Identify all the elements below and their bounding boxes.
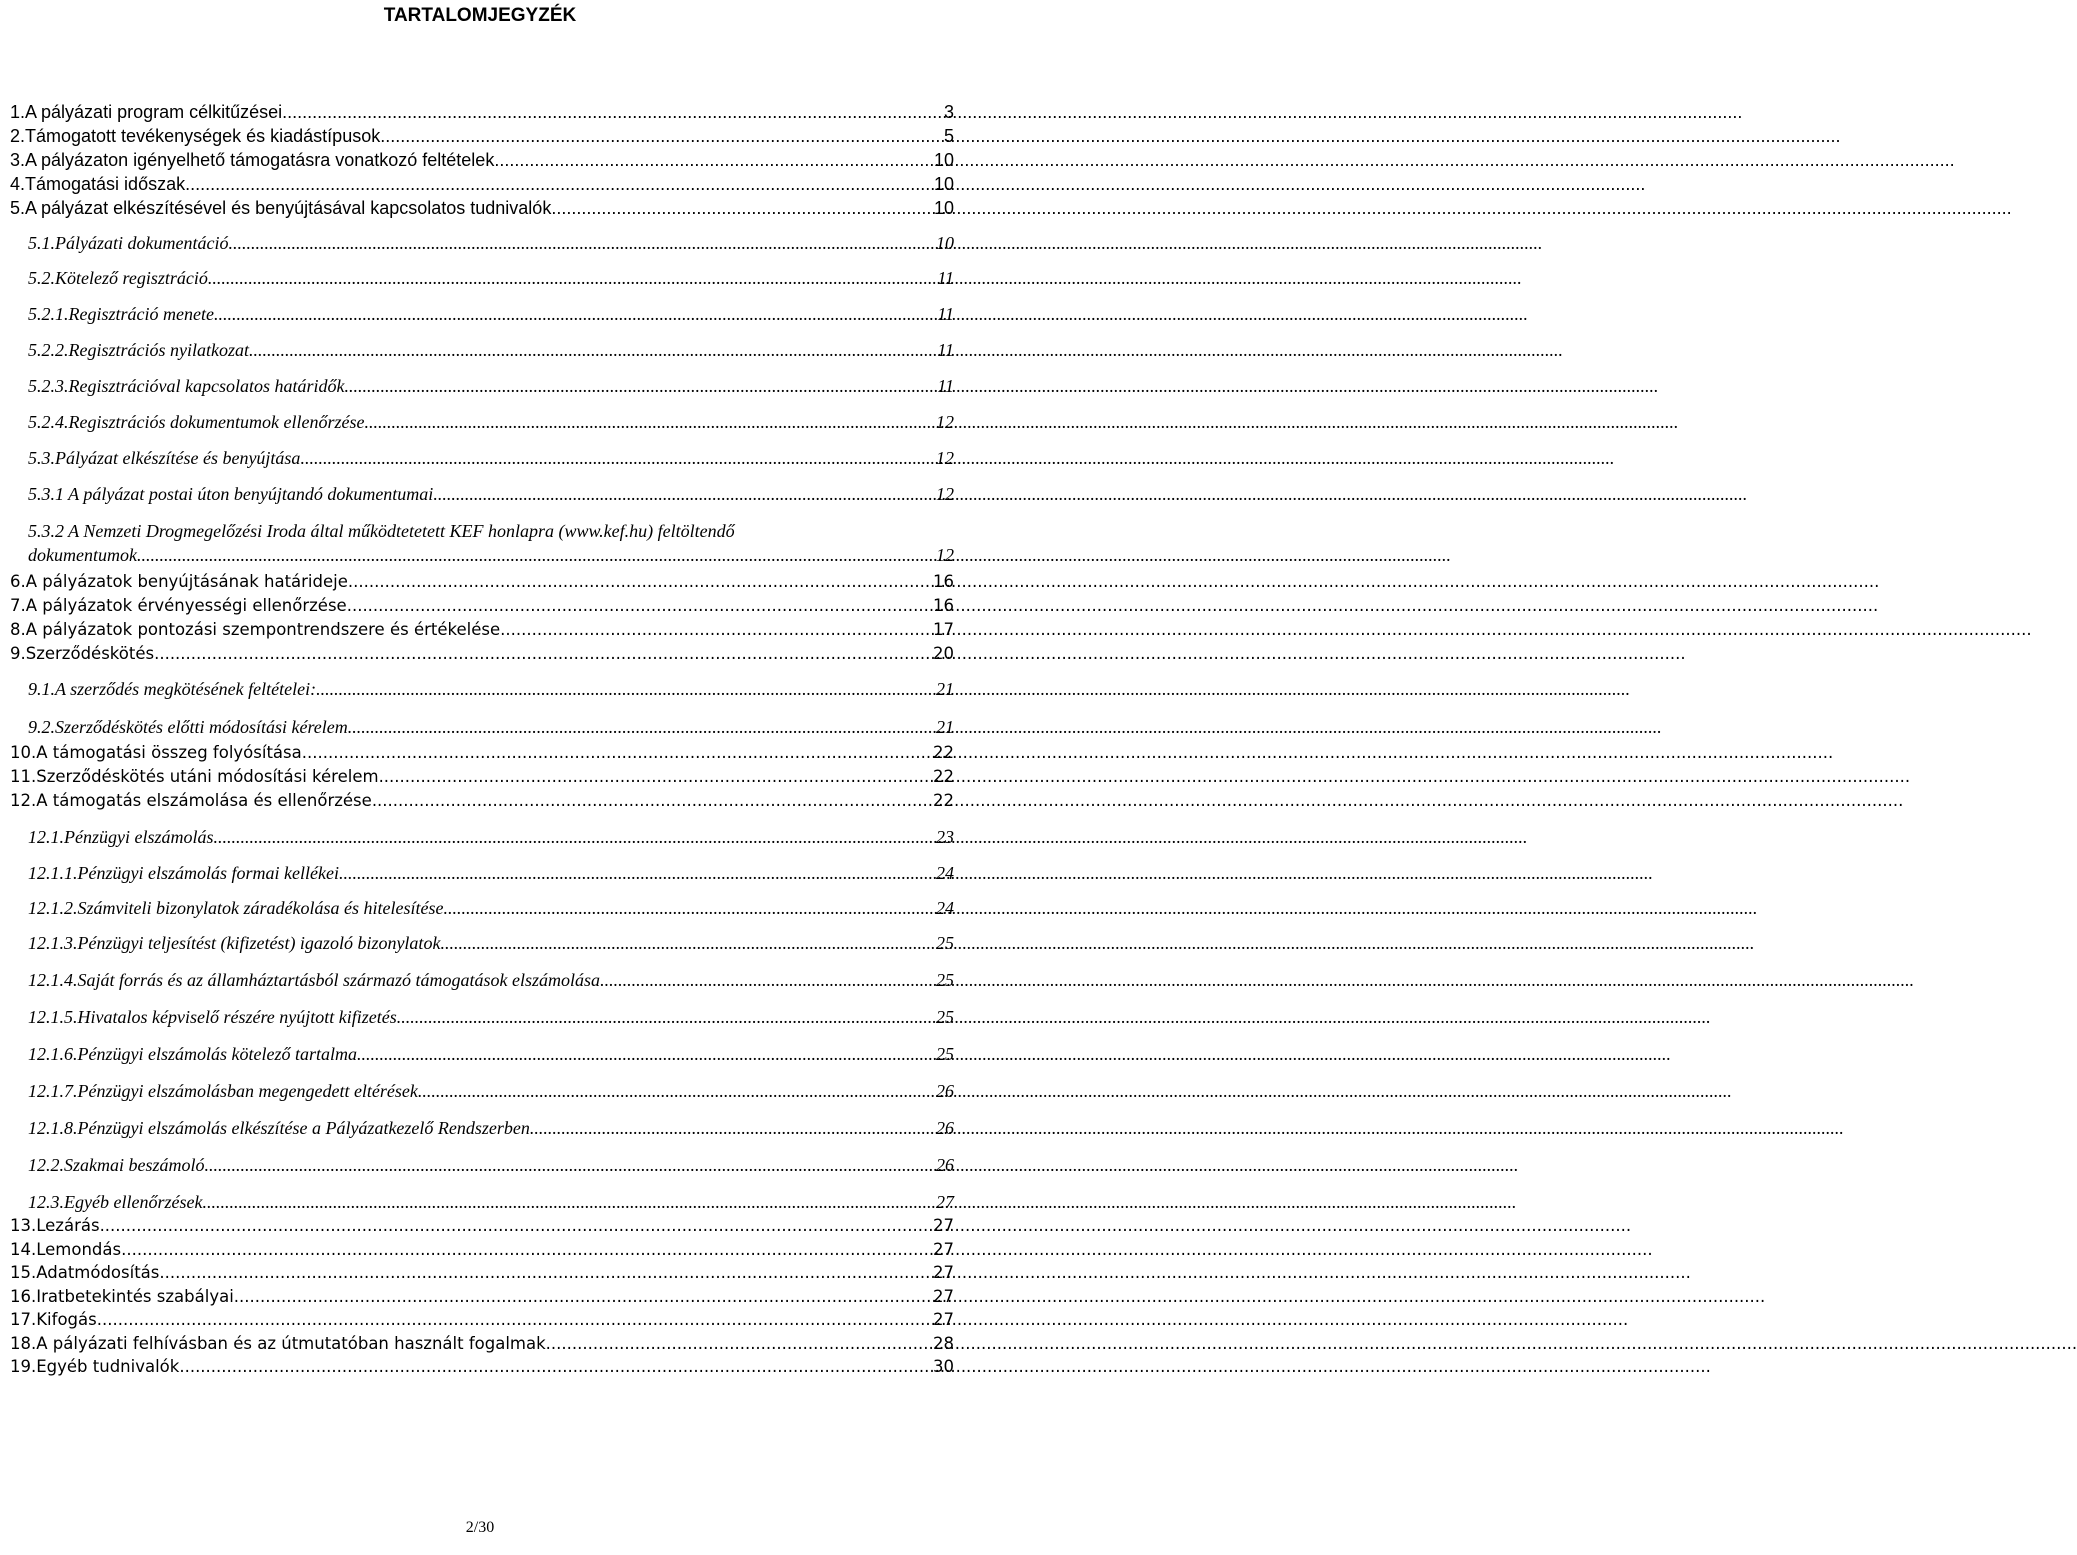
dot-leader xyxy=(397,1005,936,1029)
toc-entry-5-3-2[interactable] xyxy=(28,519,954,567)
dot-leader xyxy=(300,446,936,470)
toc-entry-11[interactable] xyxy=(10,766,954,788)
toc-page-number: 27 xyxy=(933,1240,954,1259)
toc-entry-12-2[interactable] xyxy=(28,1153,954,1177)
dot-leader xyxy=(344,374,937,398)
dot-leader xyxy=(249,338,937,362)
toc-page-number: 22 xyxy=(933,743,954,762)
page-number-footer: 2/30 xyxy=(465,1519,495,1536)
toc-entry-5-2-4[interactable] xyxy=(28,410,954,434)
dot-leader xyxy=(302,742,933,764)
dot-leader xyxy=(159,1262,933,1284)
toc-page-number: 22 xyxy=(933,767,954,786)
toc-entry-text: 9.1.A szerződés megkötésének feltételei: xyxy=(28,679,317,699)
dot-leader xyxy=(551,196,934,220)
toc-entry-5-3-1[interactable] xyxy=(28,482,954,506)
dot-leader xyxy=(379,766,933,788)
toc-entry-text: 18.A pályázati felhívásban és az útmutatóban használt fogalmak xyxy=(10,1334,546,1353)
dot-leader xyxy=(205,1153,937,1177)
toc-page-number: 12 xyxy=(936,545,954,565)
dot-leader xyxy=(137,543,936,567)
toc-entry-text: 19.Egyéb tudnivalók xyxy=(10,1357,180,1376)
toc-entry-text: 5.2.Kötelező regisztráció xyxy=(28,268,208,288)
toc-entry-text: 12.3.Egyéb ellenőrzések xyxy=(28,1192,203,1212)
toc-page-number: 25 xyxy=(936,933,954,953)
dot-leader xyxy=(97,1309,933,1331)
dot-leader xyxy=(208,266,938,290)
dot-leader xyxy=(228,231,936,255)
toc-entry-12-1-3[interactable] xyxy=(28,931,954,955)
toc-entry-text: 6.A pályázatok benyújtásának határideje xyxy=(10,572,348,591)
toc-entry-12-1-6[interactable] xyxy=(28,1042,954,1066)
toc-entry-12-1-4[interactable] xyxy=(28,968,954,992)
dot-leader xyxy=(546,1333,933,1355)
toc-entry-9-2[interactable] xyxy=(28,715,954,739)
toc-entry-5[interactable] xyxy=(10,196,954,220)
toc-page-number: 22 xyxy=(933,791,954,810)
toc-entry-text: 5.A pályázat elkészítésével és benyújtásával kapcsolatos tudnivalók xyxy=(10,198,552,218)
dot-leader xyxy=(347,595,933,617)
toc-entry-text: 2.Támogatott tevékenységek és kiadástípusok xyxy=(10,126,381,146)
toc-page-number: 16 xyxy=(933,596,954,615)
toc-entry-6[interactable] xyxy=(10,571,954,593)
toc-entry-text: 12.1.1.Pénzügyi elszámolás formai kellékei xyxy=(28,863,339,883)
toc-page-number: 27 xyxy=(933,1310,954,1329)
toc-entry-text: 16.Iratbetekintés szabályai xyxy=(10,1287,234,1306)
toc-entry-15[interactable] xyxy=(10,1262,954,1284)
toc-entry-text: 3.A pályázaton igényelhető támogatásra vonatkozó feltételek xyxy=(10,150,495,170)
toc-page-number: 16 xyxy=(933,572,954,591)
toc-page-number: 27 xyxy=(933,1287,954,1306)
toc-page-number: 11 xyxy=(937,304,954,324)
dot-leader xyxy=(316,677,936,701)
toc-page-number: 21 xyxy=(936,679,954,699)
toc-entry-12-3[interactable] xyxy=(28,1190,954,1214)
toc-page-number: 26 xyxy=(936,1155,954,1175)
toc-entry-text: 5.2.4.Regisztrációs dokumentumok ellenőrzése xyxy=(28,412,365,432)
toc-entry-text: 5.2.2.Regisztrációs nyilatkozat xyxy=(28,340,249,360)
toc-entry-text: 12.1.2.Számviteli bizonylatok záradékolása és hitelesítése xyxy=(28,898,444,918)
toc-entry-18[interactable] xyxy=(10,1333,954,1355)
toc-entry-4[interactable] xyxy=(10,172,954,196)
dot-leader xyxy=(600,968,936,992)
dot-leader xyxy=(494,148,934,172)
dot-leader xyxy=(443,896,936,920)
toc-entry-text: 7.A pályázatok érvényességi ellenőrzése xyxy=(10,596,347,615)
dot-leader xyxy=(357,1042,936,1066)
toc-entry-12-1-1[interactable] xyxy=(28,861,954,885)
toc-entry-text: 12.1.Pénzügyi elszámolás xyxy=(28,827,214,847)
toc-page-number: 26 xyxy=(936,1081,954,1101)
toc-entry-text: 12.1.7.Pénzügyi elszámolásban megengedett eltérések xyxy=(28,1081,418,1101)
dot-leader xyxy=(418,1079,936,1103)
dot-leader xyxy=(154,643,933,665)
dot-leader xyxy=(185,172,934,196)
toc-entry-text: 12.A támogatás elszámolása és ellenőrzése xyxy=(10,791,372,810)
dot-leader xyxy=(500,619,933,641)
toc-page-number: 17 xyxy=(933,620,954,639)
toc-page-number: 26 xyxy=(936,1118,954,1138)
toc-entry-text: 4.Támogatási időszak xyxy=(10,174,186,194)
toc-entry-text: 5.3.Pályázat elkészítése és benyújtása xyxy=(28,448,301,468)
toc-page-number: 12 xyxy=(936,484,954,504)
toc-page-number: 27 xyxy=(936,1192,954,1212)
toc-entry-text: 12.1.5.Hivatalos képviselő részére nyújtott kifizetés xyxy=(28,1007,397,1027)
toc-page-number: 28 xyxy=(933,1334,954,1353)
toc-entry-9[interactable] xyxy=(10,643,954,665)
toc-entry-text: 12.1.6.Pénzügyi elszámolás kötelező tartalma xyxy=(28,1044,357,1064)
toc-entry-text: 1.A pályázati program célkitűzései xyxy=(10,102,283,122)
toc-page-number: 11 xyxy=(937,340,954,360)
toc-page-number: 11 xyxy=(937,268,954,288)
toc-entry-16[interactable] xyxy=(10,1286,954,1308)
toc-entry-1[interactable] xyxy=(10,100,954,124)
dot-leader xyxy=(339,861,936,885)
toc-entry-text: 5.3.2 A Nemzeti Drogmegelőzési Iroda által működtetetett KEF honlapra (www.kef.hu) feltöltendő xyxy=(28,521,735,541)
toc-entry-12-1-8[interactable] xyxy=(28,1116,954,1140)
toc-entry-2[interactable] xyxy=(10,124,954,148)
toc-page-number: 12 xyxy=(936,412,954,432)
dot-leader xyxy=(282,100,944,124)
toc-page-number: 27 xyxy=(933,1263,954,1282)
toc-page-number: 20 xyxy=(933,644,954,663)
toc-page-number: 21 xyxy=(936,717,954,737)
toc-page-number: 10 xyxy=(936,233,954,253)
toc-entry-5-2-3[interactable] xyxy=(28,374,954,398)
dot-leader xyxy=(372,790,933,812)
toc-entry-5-3[interactable] xyxy=(28,446,954,470)
dot-leader xyxy=(213,825,936,849)
dot-leader xyxy=(530,1116,936,1140)
toc-page-number: 10 xyxy=(933,174,954,194)
table-of-contents xyxy=(0,0,960,1500)
toc-entry-8[interactable] xyxy=(10,619,954,641)
toc-page-number: 24 xyxy=(936,898,954,918)
toc-page-number: 3 xyxy=(943,102,954,122)
toc-entry-text: 14.Lemondás xyxy=(10,1240,122,1259)
toc-page-number: 27 xyxy=(933,1216,954,1235)
toc-entry-text: 5.2.3.Regisztrációval kapcsolatos határidők xyxy=(28,376,345,396)
toc-entry-10[interactable] xyxy=(10,742,954,764)
toc-entry-text: 15.Adatmódosítás xyxy=(10,1263,160,1282)
toc-page-number: 25 xyxy=(936,1044,954,1064)
toc-entry-14[interactable] xyxy=(10,1239,954,1261)
toc-entry-text: 5.3.1 A pályázat postai úton benyújtandó dokumentumai xyxy=(28,484,434,504)
dot-leader xyxy=(234,1286,933,1308)
dot-leader xyxy=(179,1356,933,1378)
toc-entry-text: 12.1.4.Saját forrás és az államháztartásból származó támogatások elszámolása xyxy=(28,970,601,990)
toc-entry-text: 11.Szerződéskötés utáni módosítási kérelem xyxy=(10,767,379,786)
toc-entry-12-1-5[interactable] xyxy=(28,1005,954,1029)
dot-leader xyxy=(380,124,944,148)
dot-leader xyxy=(214,302,937,326)
toc-entry-12-1-7[interactable] xyxy=(28,1079,954,1103)
dot-leader xyxy=(100,1215,933,1237)
toc-entry-12-1-2[interactable] xyxy=(28,896,954,920)
toc-entry-7[interactable] xyxy=(10,595,954,617)
toc-entry-text: 12.1.8.Pénzügyi elszámolás elkészítése a Pályázatkezelő Rendszerben xyxy=(28,1118,530,1138)
dot-leader xyxy=(121,1239,933,1261)
toc-entry-19[interactable] xyxy=(10,1356,954,1378)
toc-entry-text: 17.Kifogás xyxy=(10,1310,97,1329)
toc-page-number: 25 xyxy=(936,1007,954,1027)
toc-entry-text: 9.2.Szerződéskötés előtti módosítási kérelem xyxy=(28,717,348,737)
toc-page-number: 23 xyxy=(936,827,954,847)
toc-entry-5-2-1[interactable] xyxy=(28,302,954,326)
toc-entry-text: 5.2.1.Regisztráció menete xyxy=(28,304,214,324)
toc-entry-text-continued: dokumentumok xyxy=(28,545,137,565)
toc-entry-text: 8.A pályázatok pontozási szempontrendszere és értékelése xyxy=(10,620,501,639)
toc-entry-text: 13.Lezárás xyxy=(10,1216,100,1235)
toc-entry-13[interactable] xyxy=(10,1215,954,1237)
toc-page-number: 12 xyxy=(936,448,954,468)
toc-entry-5-2-2[interactable] xyxy=(28,338,954,362)
toc-entry-5-1[interactable] xyxy=(28,231,954,255)
dot-leader xyxy=(348,715,936,739)
toc-page-number: 5 xyxy=(943,126,954,146)
toc-entry-text: 12.2.Szakmai beszámoló xyxy=(28,1155,205,1175)
toc-page-number: 30 xyxy=(933,1357,954,1376)
toc-entry-5-2[interactable] xyxy=(28,266,954,290)
toc-entry-text: 12.1.3.Pénzügyi teljesítést (kifizetést) igazoló bizonylatok xyxy=(28,933,441,953)
toc-entry-3[interactable] xyxy=(10,148,954,172)
toc-page-number: 25 xyxy=(936,970,954,990)
toc-entry-12-1[interactable] xyxy=(28,825,954,849)
toc-entry-12[interactable] xyxy=(10,790,954,812)
toc-entry-text: 5.1.Pályázati dokumentáció xyxy=(28,233,229,253)
toc-page-number: 10 xyxy=(933,150,954,170)
dot-leader xyxy=(440,931,936,955)
toc-entry-text: 9.Szerződéskötés xyxy=(10,644,155,663)
dot-leader xyxy=(364,410,936,434)
toc-entry-9-1[interactable] xyxy=(28,677,954,701)
dot-leader xyxy=(202,1190,936,1214)
dot-leader xyxy=(433,482,936,506)
toc-page-number: 10 xyxy=(933,198,954,218)
dot-leader xyxy=(348,571,933,593)
page-title: TARTALOMJEGYZÉK xyxy=(383,5,577,26)
toc-page-number: 11 xyxy=(937,376,954,396)
toc-entry-text: 10.A támogatási összeg folyósítása xyxy=(10,743,302,762)
toc-page-number: 24 xyxy=(936,863,954,883)
toc-entry-17[interactable] xyxy=(10,1309,954,1331)
